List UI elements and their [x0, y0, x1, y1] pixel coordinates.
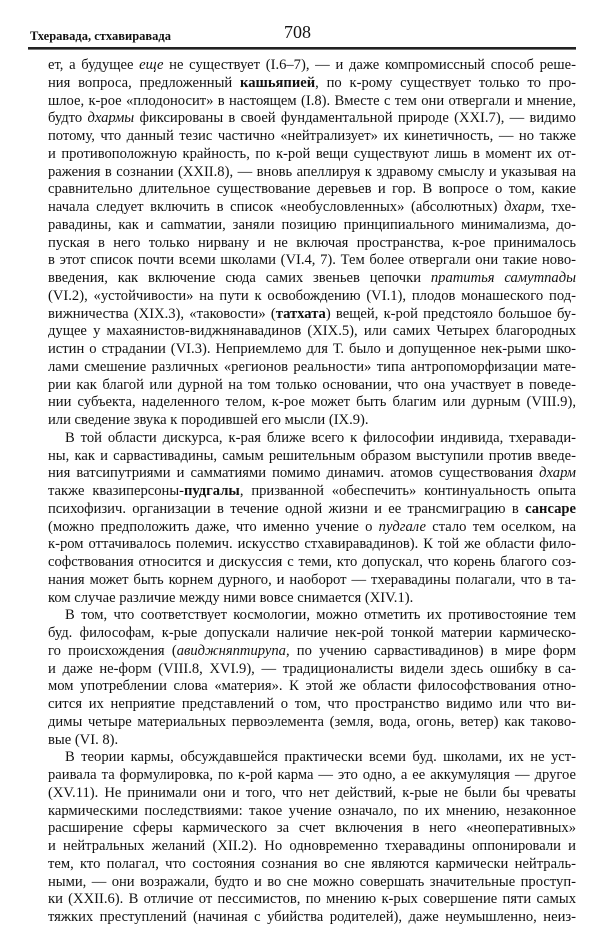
text-run: начала следует включить в список «необусловленных» (абсолютных)	[48, 199, 505, 215]
text-run: димы четыре материальных первоэлемента (земля, вода, огонь, ветер) как таково-	[48, 713, 576, 730]
page-number: 708	[284, 22, 311, 42]
text-line	[48, 93, 576, 111]
text-line	[48, 359, 576, 377]
article-body	[48, 57, 576, 927]
text-run: тяжких преступлений (начиная с убийства родителей), даже неумышленно, неиз-	[48, 909, 576, 925]
text-run: В том, что соответствует космологии, можно отметить их противостояние тем	[65, 607, 576, 624]
text-run: го происхождения (	[48, 642, 177, 659]
text-run: шлое, к-рое «плодоносит» в настоящем (I.8). Вместе с тем они отвергали и мнение,	[48, 92, 576, 109]
text-run: равадины, как и сamматии, заняли позицию принципиального минимализма, до-	[48, 216, 576, 233]
text-line	[48, 678, 576, 696]
text-run: лами смешение различных «регионов реальности» типа антропоморфизации мате-	[48, 358, 576, 375]
text-run: пуская в него только нирвану и не включая пространства, к-рое принималось	[48, 234, 576, 251]
text-line	[48, 891, 576, 909]
bold-term: кашьяпией	[240, 74, 316, 91]
text-run: (VI.2), «устойчивости» на пути к освобождению (VI.1), плодов монашеского под-	[48, 287, 576, 304]
text-run: кармическими последствиями: такое учение означало, по их мнению, незаконное	[48, 802, 576, 819]
italic-term: дхарм	[539, 465, 576, 482]
text-run: В той области дискурса, к-рая ближе всего к философии индивида, тхеравади-	[65, 429, 576, 446]
bold-term: пудгалы	[184, 483, 240, 499]
text-line	[48, 199, 576, 217]
text-run: ными, — они возражали, будто и во сне можно совершать значительные проступ-	[48, 873, 576, 890]
text-line	[48, 785, 576, 803]
text-line	[48, 749, 576, 767]
text-run: нии субъекта, наделенного телом, к-рое может быть благим или дурным (VIII.9),	[48, 394, 576, 411]
text-run: сравнительно длительное существование деревьев и гор. В вопросе о том, какие	[48, 181, 576, 198]
text-line	[48, 661, 576, 679]
text-run: введения, как включение сюда самих звеньев цепочки	[48, 270, 431, 286]
text-run: раивала та формулировка, по к-рой карма — это одно, а ее аккумуляция — другое	[48, 767, 576, 783]
text-line	[48, 146, 576, 164]
text-run: , по к-рому существует только то про-	[315, 74, 576, 91]
text-line	[48, 803, 576, 821]
text-line	[48, 696, 576, 714]
text-run: стало тем оселком, на	[425, 518, 576, 535]
text-run: вижничества (XIX.3), «таковости» (	[48, 305, 276, 322]
bold-term: сансаре	[525, 500, 576, 517]
text-line	[48, 625, 576, 643]
text-line	[48, 270, 576, 288]
text-run: потому, что данный тезис частично «нейтрализует» их кинетичность, — но также	[48, 128, 576, 144]
text-line	[48, 874, 576, 892]
text-run: будто	[48, 110, 88, 127]
text-line	[48, 235, 576, 253]
text-run: ) вещей, к-рой предстояло большое бу-	[325, 305, 577, 322]
text-line	[48, 412, 576, 430]
text-run: мом употреблении слова «материя». К этой же области философствования отно-	[48, 678, 576, 695]
text-run: ет, а будущее	[48, 57, 140, 73]
text-run: В теории кармы, обсуждавшейся практически всеми буд. школами, их не уст-	[65, 749, 576, 766]
text-run: расширение сферы кармического за счет включения в него «неоперативных»	[48, 820, 576, 837]
text-run: ния вопроса, предложенный	[48, 74, 241, 91]
text-line	[48, 767, 576, 785]
italic-term: авиджняптирупа	[176, 642, 286, 659]
italic-term: еще	[139, 57, 164, 73]
text-run: ком случае различие между ними вовсе снимается (XIV.1).	[48, 589, 414, 606]
text-line	[48, 536, 576, 554]
italic-term: пудгале	[378, 518, 426, 535]
text-run: ки (XXII.6). В отличие от пессимистов, по мнению к-рых совершение пяти самых	[48, 891, 576, 908]
bold-term: татхата	[275, 305, 326, 322]
text-line	[48, 217, 576, 235]
text-run: ражения в сознании (XXII.8), — вновь апеллируя к здравому смыслу и указывая на	[48, 163, 576, 180]
text-run: и противоположную крайность, по к-рой вещи существуют лишь в момент их от-	[48, 145, 576, 162]
text-run: или сведение звука к породившей его мысли (IX.9).	[48, 412, 369, 428]
text-line	[48, 288, 576, 306]
text-run: (XV.11). Не принимали они и того, что нет действий, к-рые не были бы чреваты	[48, 784, 576, 801]
text-line	[48, 590, 576, 608]
text-line	[48, 430, 576, 448]
text-run: не существует (I.6–7), — и даже компромиссный способ реше-	[163, 57, 576, 73]
text-line	[48, 483, 576, 501]
text-line	[48, 572, 576, 590]
text-run: буд. философам, к-рые допускали наличие нек-рой тонкой материи кармическо-	[48, 625, 576, 641]
text-line	[48, 306, 576, 324]
italic-term: дхарм	[504, 199, 542, 215]
text-run: фиксированы в своей фундаментальной природе (XXI.7), — видимо	[134, 110, 576, 127]
text-line	[48, 820, 576, 838]
text-run: тем, кто полагал, что состояния сознания во сне являются кармически нейтраль-	[48, 855, 576, 872]
text-run: вые (VI. 8).	[48, 731, 119, 748]
text-line	[48, 448, 576, 466]
text-run: сится их неприятие представлений о том, что пространство видимо или что ви-	[48, 696, 576, 712]
text-line	[48, 75, 576, 93]
text-line	[48, 465, 576, 483]
text-line	[48, 519, 576, 537]
text-line	[48, 394, 576, 412]
text-line	[48, 110, 576, 128]
text-run: и нейтральных желаний (XII.2). Но одновременно тхеравадины оппонировали и	[48, 838, 576, 854]
text-run: к-ром оттачивалось полемич. искусство стхавиравадинов). К той же области фило-	[48, 536, 576, 553]
text-run: ния ватсипутриями и самматиями помимо динамич. атомов существования	[48, 465, 540, 482]
text-run: , по учению сарвастивадинов) в мире форм	[285, 642, 576, 659]
italic-term: дхармы	[87, 110, 135, 127]
text-run: истин о страдании (VI.3). Неприемлемо для Т. было и допущенное нек-рыми шко-	[48, 341, 576, 357]
text-line	[48, 856, 576, 874]
text-line	[48, 252, 576, 270]
text-line	[48, 164, 576, 182]
text-run: , тхе-	[541, 199, 576, 215]
text-run: дущее у махаянистов-виджнянавадинов (XIX.5), или самих Четырех благородных	[48, 323, 576, 340]
italic-term: пратитья самутпады	[430, 270, 576, 286]
text-run: в этот список почти всеми школами (VI.4, 7). Тем более отвергали они такие ново-	[48, 252, 576, 269]
text-run: психофизич. организации в течение одной жизни и ее трансмиграцию в	[48, 500, 526, 517]
text-line	[48, 341, 576, 359]
text-line	[48, 643, 576, 661]
text-run: (можно предположить даже, что именно учение о	[48, 518, 379, 535]
text-line	[48, 732, 576, 750]
text-line	[48, 128, 576, 146]
text-run: софствования относится и дискуссия с теми, кто допускал, что корень благого соз-	[48, 554, 576, 570]
text-line	[48, 554, 576, 572]
text-run: рии как благой или дурной на том только основании, что она участвует в поведе-	[48, 376, 576, 393]
text-run: , призванной «обеспечить» континуальность опыта	[239, 483, 576, 499]
text-line	[48, 607, 576, 625]
text-line	[48, 714, 576, 732]
text-line	[48, 181, 576, 199]
text-run: и даже не-форм (VIII.8, XVI.9), — традиционалисты видели здесь ошибку в са-	[48, 660, 576, 677]
running-header-title: Тхеравада, стхавиравада	[30, 29, 171, 43]
text-line	[48, 377, 576, 395]
header-rule	[28, 47, 576, 50]
text-run: также квазиперсоны-	[48, 483, 185, 499]
text-line	[48, 57, 576, 75]
text-run: нания может быть корнем дурного, и наоборот — тхеравадины полагали, что в та-	[48, 571, 576, 588]
text-run: ны, как и сарвастивадины, самым решительным образом выступили против введе-	[48, 447, 576, 464]
text-line	[48, 838, 576, 856]
text-line	[48, 501, 576, 519]
text-line	[48, 323, 576, 341]
